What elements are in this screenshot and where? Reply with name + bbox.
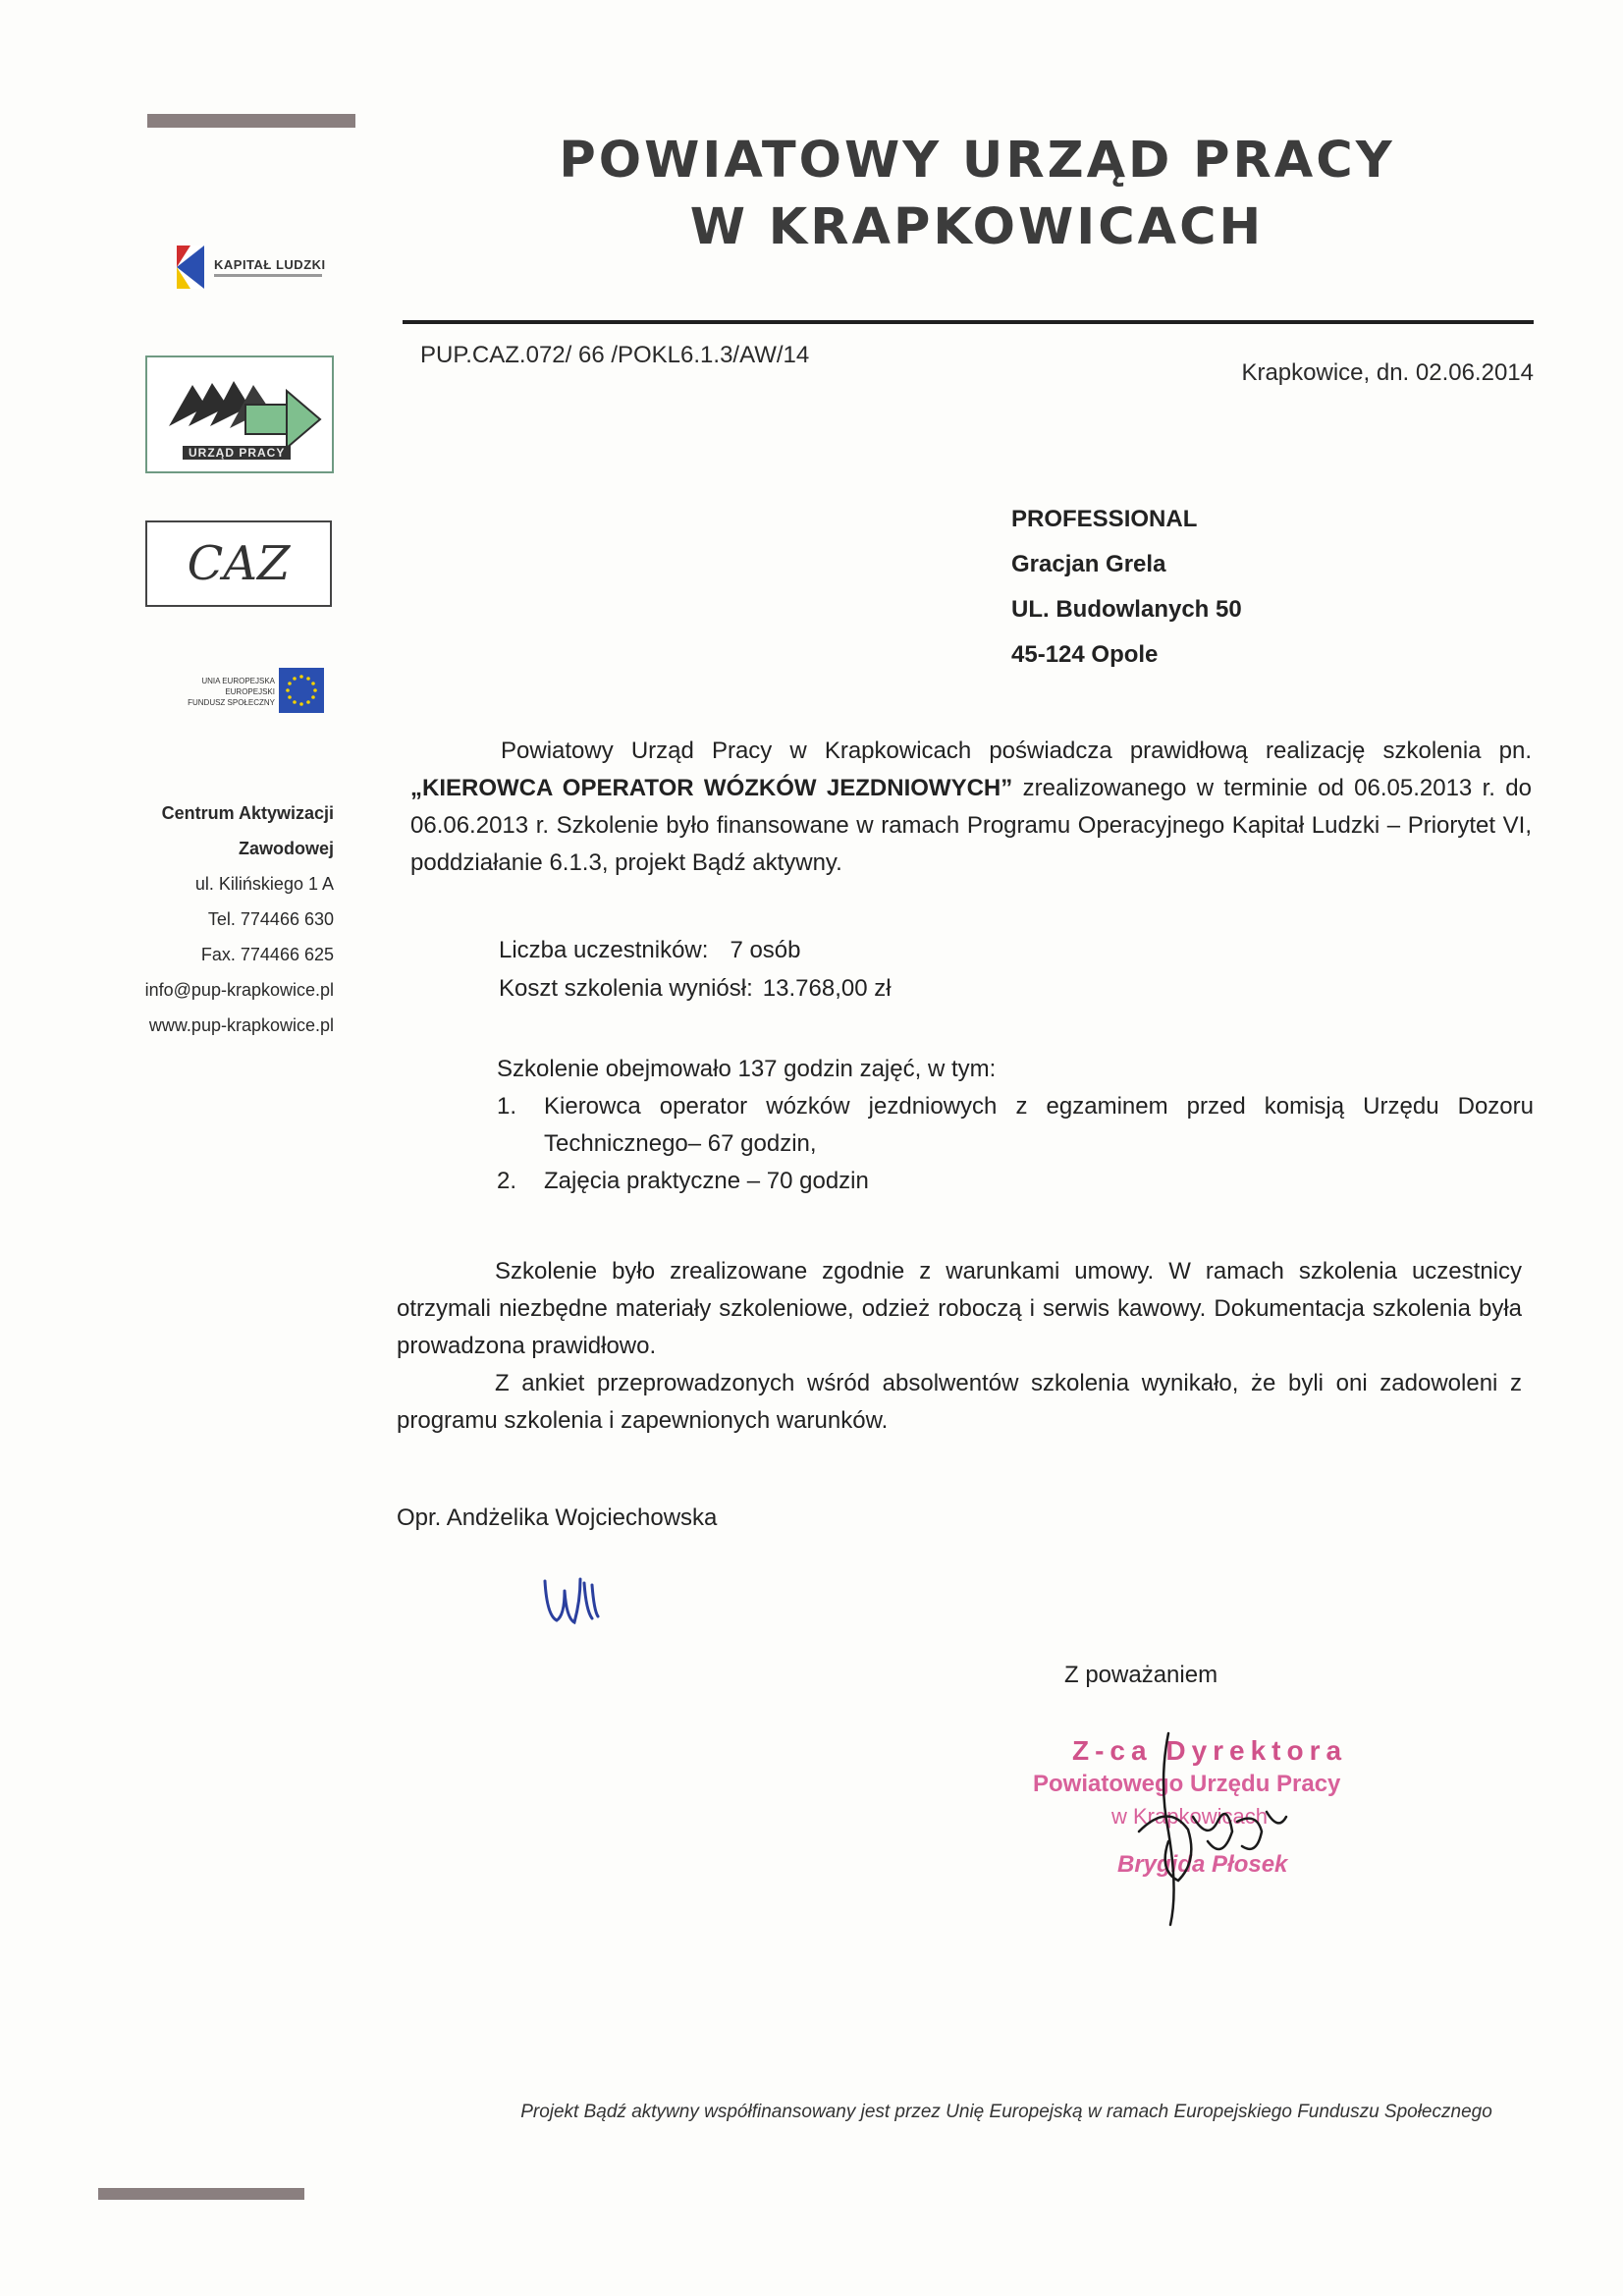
kapital-ludzki-label: KAPITAŁ LUDZKI [214,257,326,272]
page-title [412,128,1542,261]
letter-date: Krapkowice, dn. 02.06.2014 [1241,359,1534,386]
conditions-paragraph: Szkolenie było zrealizowane zgodnie z warunkami umowy. W ramach szkolenia uczestnicy otrzymali niezbędne materiały szkoleniowe, odzież roboczą i serwis kawowy. Dokumentacja szkolenia była prowadzona prawidłowo. [397,1258,1522,1359]
recipient-company: PROFESSIONAL [1011,506,1198,532]
cost-label: Koszt szkolenia wyniósł: [499,975,753,1002]
reference-number: PUP.CAZ.072/ 66 /POKL6.1.3/AW/14 [420,342,810,368]
closing-regards: Z poważaniem [1064,1662,1218,1688]
list-item [497,1088,1534,1163]
title-line-1: POWIATOWY URZĄD PRACY [559,132,1395,190]
urzad-pracy-label: URZĄD PRACY [183,446,291,460]
cost-row [499,969,892,1008]
top-decorative-bar [147,114,355,128]
participants-row [499,931,892,969]
eu-logo-label: UNIA EUROPEJSKA EUROPEJSKI FUNDUSZ SPOŁECZNY [188,677,275,707]
contact-website: www.pup-krapkowice.pl [148,1015,334,1035]
recipient-city: 45-124 Opole [1011,641,1159,668]
eu-logo [155,668,324,717]
contact-fax: Fax. 774466 625 [200,945,334,964]
survey-paragraph: Z ankiet przeprowadzonych wśród absolwentów szkolenia wynikało, że byli oni zadowoleni z programu szkolenia i zapewnionych warunków. [397,1370,1522,1434]
sidebar-contact-block [98,795,334,1043]
footer-note: Projekt Bądź aktywny współfinansowany jest przez Unię Europejską w ramach Europejskiego Funduszu Społecznego [520,2102,1492,2122]
kapital-ludzki-logo [177,246,334,293]
bottom-decorative-bar [98,2188,304,2200]
contact-name-line-1: Centrum Aktywizacji [161,803,334,823]
stamp-line-2: Powiatowego Urzędu Pracy [1033,1771,1341,1797]
contact-street: ul. Kilińskiego 1 A [194,874,334,894]
recipient-street: UL. Budowlanych 50 [1011,596,1242,623]
contact-email: info@pup-krapkowice.pl [144,980,334,1000]
participants-label: Liczba uczestników: [499,937,709,963]
stamp-line-4: Brygida Płosek [1117,1851,1288,1878]
initials-signature-icon [535,1561,614,1640]
urzad-pracy-logo [145,355,334,473]
list-item-number: 2. [497,1168,517,1194]
participants-value: 7 osób [730,937,801,963]
contact-phone: Tel. 774466 630 [207,909,334,929]
list-item-text: Zajęcia praktyczne – 70 godzin [544,1168,869,1194]
prepared-by: Opr. Andżelika Wojciechowska [397,1504,718,1531]
list-item-text: Kierowca operator wózków jezdniowych z egzaminem przed komisją Urzędu Dozoru Technicznego– 67 godzin, [544,1093,1534,1157]
recipient-address [1011,497,1242,678]
director-signature-icon [1021,1723,1414,1930]
list-item-number: 1. [497,1093,517,1120]
hours-intro: Szkolenie obejmowało 137 godzin zajęć, w tym: [497,1056,997,1082]
header-divider [403,320,1534,324]
stamp-line-3: w Krapkowicach [1111,1804,1268,1829]
caz-logo: CAZ [145,520,332,607]
title-line-2: W KRAPKOWICACH [689,198,1265,256]
intro-text-part-2: zrealizowanego w terminie od 06.05.2013 r. do 06.06.2013 r. Szkolenie było finansowane w ramach Programu Operacyjnego Kapitał Ludzki – Priorytet VI, poddziałanie 6.1.3, projekt Bądź aktywny. [410,775,1532,876]
kapital-ludzki-subline [214,274,322,277]
training-facts [499,931,892,1008]
contact-name-line-2: Zawodowej [238,839,334,858]
director-stamp [1021,1723,1414,1930]
intro-paragraph [410,733,1532,882]
stamp-line-1: Z-ca Dyrektora [1072,1735,1348,1766]
course-name: „KIEROWCA OPERATOR WÓZKÓW JEZDNIOWYCH” [410,775,1013,801]
recipient-name: Gracjan Grela [1011,551,1166,577]
eu-flag-icon [279,668,324,713]
intro-text-part-1: Powiatowy Urząd Pracy w Krapkowicach poświadcza prawidłową realizację szkolenia pn. [501,738,1532,764]
kapital-ludzki-flag-icon [177,246,204,289]
training-hours [497,1051,1534,1200]
list-item [497,1163,1534,1200]
cost-value: 13.768,00 zł [762,975,892,1002]
